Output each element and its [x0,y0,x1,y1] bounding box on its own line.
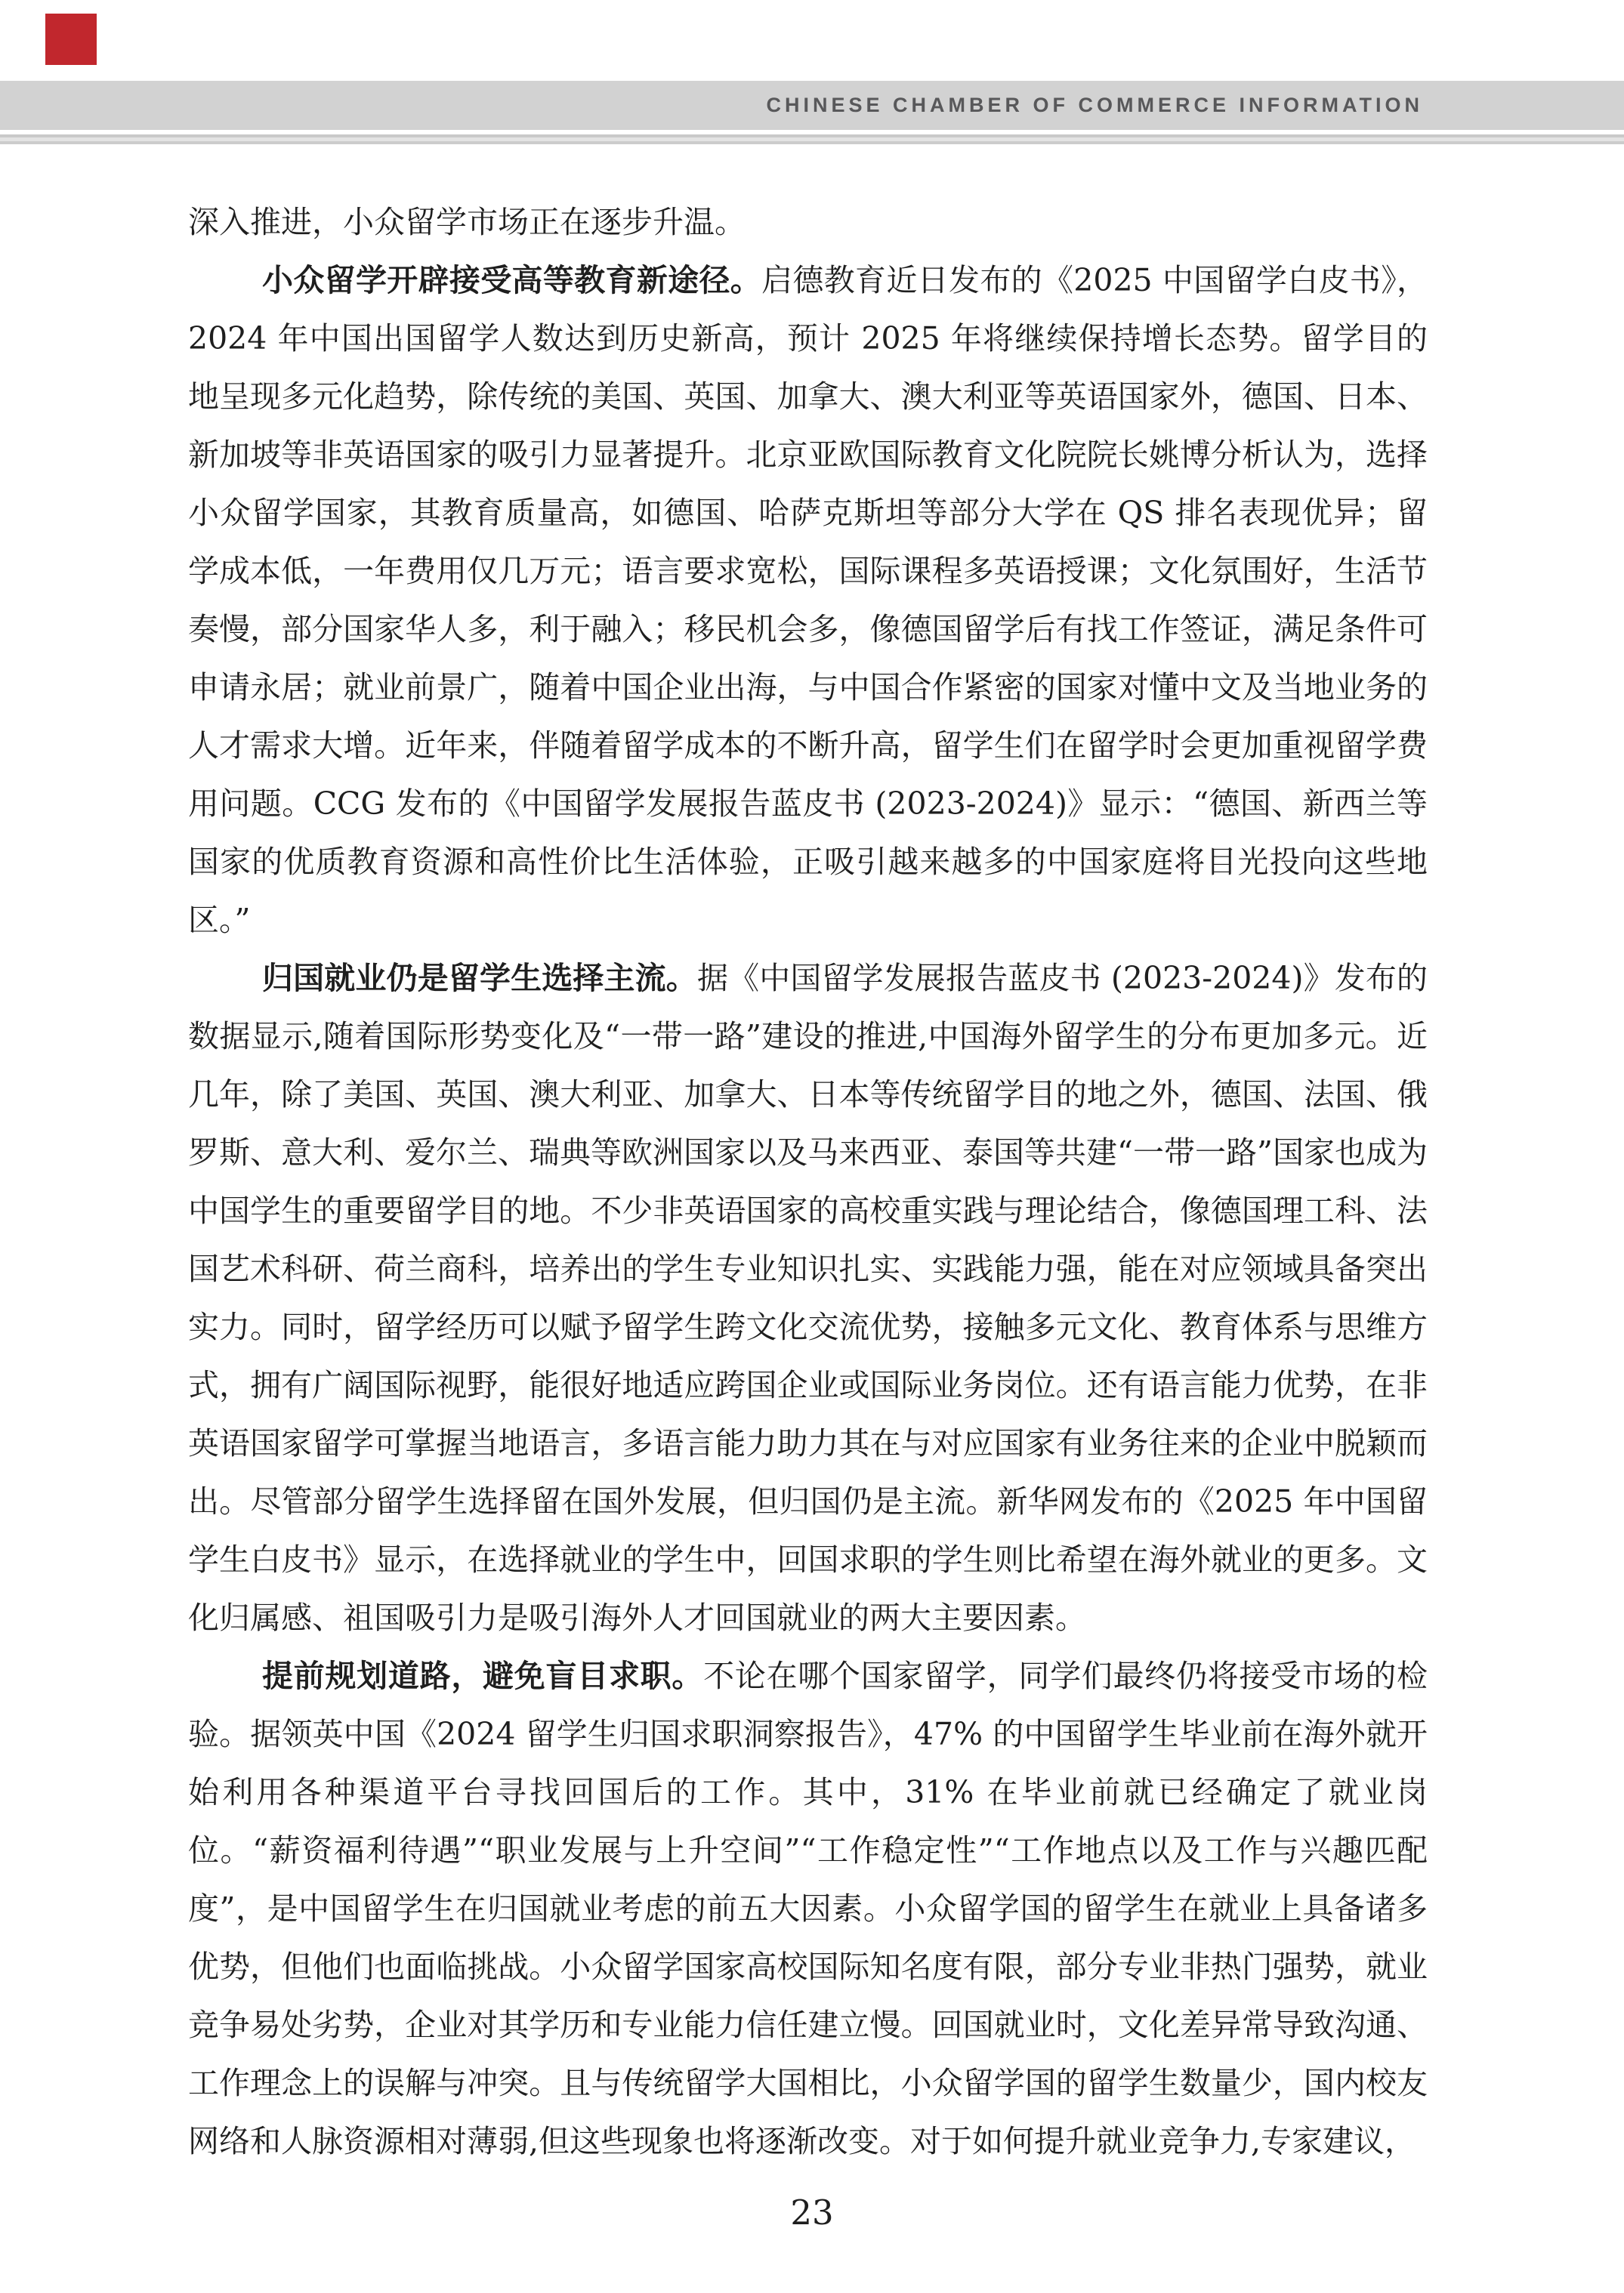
paragraph-lead: 小众留学开辟接受高等教育新途径。 [262,262,762,298]
paragraph-text: 不论在哪个国家留学，同学们最终仍将接受市场的检验。据领英中国《2024 留学生归国求职洞察报告》，47% 的中国留学生毕业前在海外就开始利用各种渠道平台寻找回国后的工作。其中，31% 在毕业前就已经确定了就业岗位。“薪资福利待遇”“职业发展与上升空间”“工作稳定性”“工作地点以及工作与兴趣匹配度”，是中国留学生在归国就业考虑的前五大因素。小众留学国的留学生在就业上具备诸多优势，但他们也面临挑战。小众留学国家高校国际知名度有限，部分专业非热门强势，就业竞争易处劣势，企业对其学历和专业能力信任建立慢。回国就业时，文化差异常导致沟通、工作理念上的误解与冲突。且与传统留学大国相比，小众留学国的留学生数量少，国内校友网络和人脉资源相对薄弱,但这些现象也将逐渐改变。对于如何提升就业竞争力,专家建议， [188,1658,1428,2159]
paragraph-continuation [188,193,1428,252]
paragraph-new-pathways [188,252,1428,949]
paragraph-text: 深入推进，小众留学市场正在逐步升温。 [188,204,746,240]
page-number: 23 [790,2193,834,2233]
header-rule [0,134,1624,144]
header-title: CHINESE CHAMBER OF COMMERCE INFORMATION [766,94,1423,116]
header-band [0,81,1624,130]
article-body [188,193,1428,2171]
paragraph-return-employment [188,949,1428,1647]
paragraph-text: 据《中国留学发展报告蓝皮书 (2023-2024)》发布的数据显示,随着国际形势变化及“一带一路”建设的推进,中国海外留学生的分布更加多元。近几年，除了美国、英国、澳大利亚、加拿大、日本等传统留学目的地之外，德国、法国、俄罗斯、意大利、爱尔兰、瑞典等欧洲国家以及马来西亚、泰国等共建“一带一路”国家也成为中国学生的重要留学目的地。不少非英语国家的高校重实践与理论结合，像德国理工科、法国艺术科研、荷兰商科，培养出的学生专业知识扎实、实践能力强，能在对应领域具备突出实力。同时，留学经历可以赋予留学生跨文化交流优势，接触多元文化、教育体系与思维方式，拥有广阔国际视野，能很好地适应跨国企业或国际业务岗位。还有语言能力优势，在非英语国家留学可掌握当地语言，多语言能力助力其在与对应国家有业务往来的企业中脱颖而出。尽管部分留学生选择留在国外发展，但归国仍是主流。新华网发布的《2025 年中国留学生白皮书》显示，在选择就业的学生中，回国求职的学生则比希望在海外就业的更多。文化归属感、祖国吸引力是吸引海外人才回国就业的两大主要因素。 [188,960,1428,1636]
paragraph-plan-ahead [188,1647,1428,2171]
paragraph-text: 启德教育近日发布的《2025 中国留学白皮书》，2024 年中国出国留学人数达到历史新高，预计 2025 年将继续保持增长态势。留学目的地呈现多元化趋势，除传统的美国、英国、加拿大、澳大利亚等英语国家外，德国、日本、新加坡等非英语国家的吸引力显著提升。北京亚欧国际教育文化院院长姚博分析认为，选择小众留学国家，其教育质量高，如德国、哈萨克斯坦等部分大学在 QS 排名表现优异；留学成本低，一年费用仅几万元；语言要求宽松，国际课程多英语授课；文化氛围好，生活节奏慢，部分国家华人多，利于融入；移民机会多，像德国留学后有找工作签证，满足条件可申请永居；就业前景广，随着中国企业出海，与中国合作紧密的国家对懂中文及当地业务的人才需求大增。近年来，伴随着留学成本的不断升高，留学生们在留学时会更加重视留学费用问题。CCG 发布的《中国留学发展报告蓝皮书 (2023-2024)》显示：“德国、新西兰等国家的优质教育资源和高性价比生活体验，正吸引越来越多的中国家庭将目光投向这些地区。” [188,262,1428,938]
paragraph-lead: 提前规划道路，避免盲目求职。 [262,1658,704,1694]
paragraph-lead: 归国就业仍是留学生选择主流。 [262,960,697,996]
red-square-mark [45,14,97,65]
